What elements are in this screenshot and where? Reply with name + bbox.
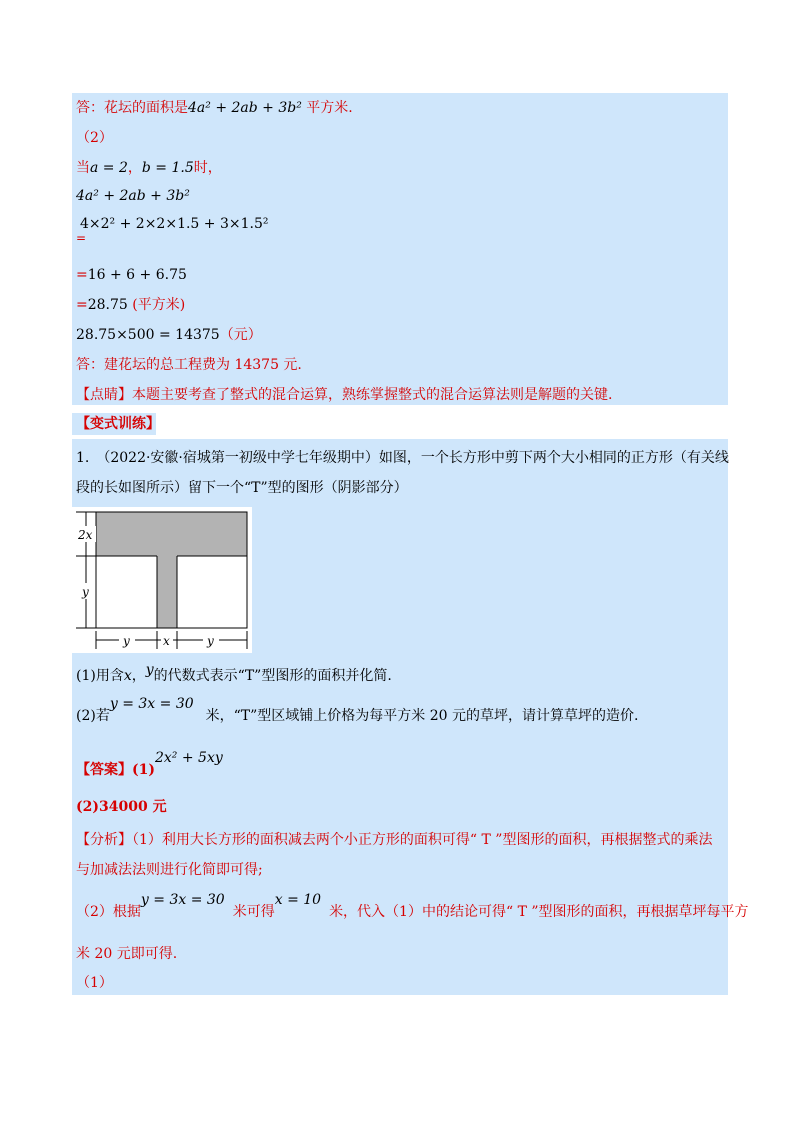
analysis-line-3: （2）根据y = 3x = 30米可得x = 10米，代入（1）中的结论可得“ T ”型图形的面积，再根据草坪每平方	[76, 892, 749, 920]
t-shape-stem	[157, 556, 177, 628]
label-y-bottom-right: y	[207, 634, 214, 648]
substitution-line: 4×2² + 2×2×1.5 + 3×1.5²	[80, 216, 269, 232]
label-x-bottom: x	[163, 634, 170, 648]
part1-label: （1）	[76, 975, 113, 991]
sub-question-1: (1)用含x，y的代数式表示“T”型图形的面积并化简.	[76, 662, 392, 684]
label-y-left: y	[82, 585, 89, 599]
label-y-bottom-left: y	[123, 634, 130, 648]
analysis-line-1: 【分析】（1）利用大长方形的面积减去两个小正方形的面积可得“ T ”型图形的面积，再根据整式的乘法	[76, 832, 713, 848]
section-title: 【变式训练】	[76, 416, 160, 432]
eq-sign-1: =	[76, 231, 87, 245]
sum-line: =16 + 6 + 6.75	[76, 267, 187, 283]
given-values-line: 当a = 2，b = 1.5时，	[76, 160, 222, 176]
label-2x: 2x	[78, 528, 93, 542]
cost-answer-line: 答：建花坛的总工程费为 14375 元.	[76, 357, 302, 373]
question-line-2: 段的长如图所示）留下一个“T”型的图形（阴影部分）	[76, 480, 408, 496]
t-shape-figure	[72, 507, 252, 653]
answer-line: 【答案】(1)2x² + 5xy	[76, 750, 223, 778]
cost-line: 28.75×500 = 14375（元）	[76, 327, 262, 343]
answer-area-line: 答：花坛的面积是4a² + 2ab + 3b² 平方米.	[76, 100, 353, 116]
comment-line: 【点睛】本题主要考查了整式的混合运算，熟练掌握整式的混合运算法则是解题的关键.	[76, 387, 613, 403]
part2-label: （2）	[76, 130, 113, 146]
analysis-line-2: 与加减法法则进行化简即可得;	[76, 862, 263, 878]
analysis-line-4: 米 20 元即可得.	[76, 946, 178, 962]
expression-line: 4a² + 2ab + 3b²	[76, 188, 190, 204]
t-shape-top-bar	[96, 512, 247, 556]
answer-part2: (2)34000 元	[76, 799, 167, 815]
question-line-1: 1. （2022·安徽·宿城第一初级中学七年级期中）如图，一个长方形中剪下两个大小相同的正方形（有关线	[76, 450, 729, 466]
total-area-line: =28.75 (平方米)	[76, 297, 186, 313]
sub-question-2: (2)若y = 3x = 30米，“T”型区域铺上价格为每平方米 20 元的草坪，请计算草坪的造价.	[76, 696, 639, 724]
